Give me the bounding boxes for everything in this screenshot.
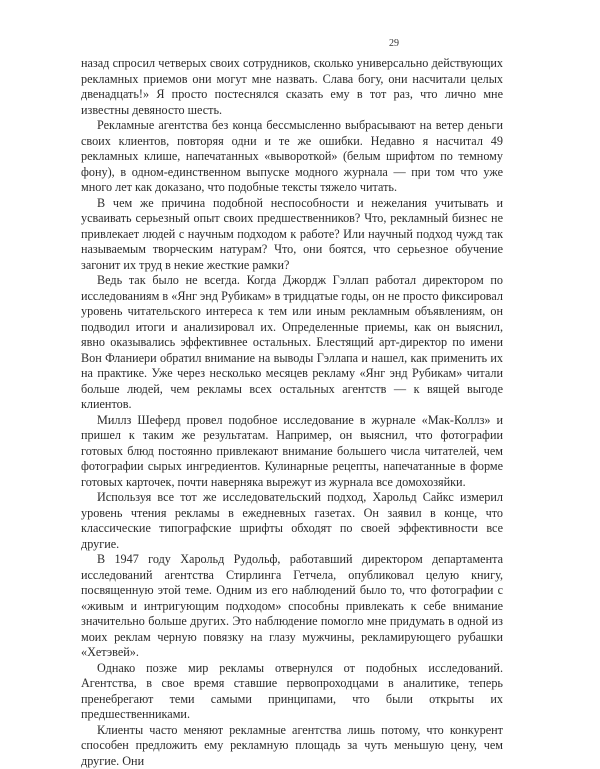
paragraph-5: Миллз Шеферд провел подобное исследование в журнале «Мак-Коллз» и пришел к таким же результатам. Например, он выяснил, что фотографии готовых блюд постоянно привлекают внимание большего числа читателей, чем фотографии сырых ингредиентов. Кулинарные рецепты, напечатанные в форме готовых карточек, почти наверняка вырежут из журнала все домохозяйки.	[81, 413, 503, 491]
paragraph-3: В чем же причина подобной неспособности и нежелания учитывать и усваивать серьезный опыт своих предшественников? Что, рекламный бизнес не привлекает людей с научным подходом к работе? Или научный подход чужд так называемым творческим натурам? Что, они боятся, что серьезное обучение загонит их труд в некие жесткие рамки?	[81, 196, 503, 274]
paragraph-6: Используя все тот же исследовательский подход, Харольд Сайкс измерил уровень чтения рекламы в ежедневных газетах. Он заявил в конце, что классические типографские шрифты обходят по своей эффективности все другие.	[81, 490, 503, 552]
page-number: 29	[389, 38, 399, 49]
paragraph-7: В 1947 году Харольд Рудольф, работавший директором департамента исследований агентства Стирлинга Гетчела, опубликовал целую книгу, посвященную этой теме. Одним из его наблюдений было то, что фотографии с «живым и интригующим подходом» способны привлекать к себе внимание значительно больше других. Это наблюдение помогло мне придумать в одной из моих реклам черную повязку на глазу мужчины, рекламирующего рубашки «Хетэвей».	[81, 552, 503, 661]
paragraph-2: Рекламные агентства без конца бессмысленно выбрасывают на ветер деньги своих клиентов, повторяя одни и те же ошибки. Недавно я насчитал 49 рекламных клише, напечатанных «вывороткой» (белым шрифтом по темному фону), в одном-единственном выпуске модного журнала — при том что уже много лет как доказано, что подобные тексты тяжело читать.	[81, 118, 503, 196]
paragraph-4: Ведь так было не всегда. Когда Джордж Гэллап работал директором по исследованиям в «Янг энд Рубикам» в тридцатые годы, он не просто фиксировал уровень читательского интереса к тем или иным рекламным объявлениям, он подводил итоги и анализировал их. Определенные приемы, как он выяснил, явно оказывались эффективнее остальных. Блестящий арт-директор по имени Вон Фланиери обратил внимание на выводы Гэллапа и нашел, как применить их на практике. Уже через несколько месяцев рекламу «Янг энд Рубикам» читали больше людей, чем рекламы всех остальных агентств — к вящей выгоде клиентов.	[81, 273, 503, 413]
paragraph-1: назад спросил четверых своих сотрудников, сколько универсально действующих рекламных приемов они могут мне назвать. Слава богу, они насчитали целых двенадцать!» Я просто постеснялся сказать ему в тот раз, что лично мне известны девяносто шесть.	[81, 56, 503, 118]
paragraph-9: Клиенты часто меняют рекламные агентства лишь потому, что конкурент способен предложить ему рекламную площадь за чуть меньшую цену, чем другие. Они	[81, 723, 503, 769]
body-text	[81, 56, 503, 769]
paragraph-8: Однако позже мир рекламы отвернулся от подобных исследований. Агентства, в свое время ставшие первопроходцами в аналитике, теперь пренебрегают теми самыми принципами, что были открыты их предшественниками.	[81, 661, 503, 723]
